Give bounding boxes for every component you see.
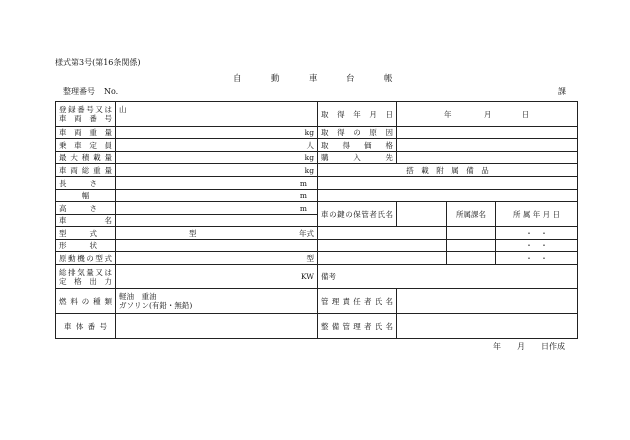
model-label: 型式	[56, 227, 116, 240]
row-capacity	[56, 139, 578, 152]
row-engine	[56, 252, 578, 265]
displacement-unit: KW	[116, 265, 318, 289]
length-label: 長さ	[56, 177, 116, 190]
manager-value	[397, 289, 578, 314]
department-3	[447, 252, 496, 265]
row-weight	[56, 127, 578, 139]
gross-weight-unit: kg	[116, 164, 318, 177]
width-label: 幅	[56, 190, 116, 202]
chassis-number-value	[116, 314, 318, 339]
car-name-value	[116, 215, 318, 227]
row-registration	[56, 102, 578, 127]
max-load-unit: kg	[116, 152, 318, 164]
row-gross-weight	[56, 164, 578, 177]
assignment-date-3: ・ ・	[496, 252, 578, 265]
equipment-header: 搭 載 附 属 備 品	[318, 164, 578, 177]
fuel-type-value	[116, 289, 318, 314]
vehicle-ledger-table	[55, 101, 578, 339]
acquisition-day: 日	[521, 109, 530, 119]
title-char-2: 動	[271, 74, 280, 84]
row-height	[56, 202, 578, 215]
row-width	[56, 190, 578, 202]
row-length	[56, 177, 578, 190]
length-unit: m	[116, 177, 318, 190]
key-keeper-name-1	[318, 227, 447, 240]
assignment-date-1: ・ ・	[496, 227, 578, 240]
equipment-line-1	[318, 177, 578, 190]
max-load-label: 最大積載量	[56, 152, 116, 164]
section-label: 課	[558, 87, 566, 96]
displacement-label-line-1: 総排気量又は	[59, 267, 112, 277]
passenger-capacity-label: 乗車定員	[56, 139, 116, 152]
equipment-line-2	[318, 190, 578, 202]
acquisition-price-label: 取得価格	[318, 139, 397, 152]
title-char-1: 自	[233, 74, 242, 84]
chassis-number-label: 車体番号	[56, 314, 116, 339]
fuel-line-2: ガソリン(有鉛・無鉛)	[119, 301, 193, 310]
vehicle-weight-label: 車両重量	[56, 127, 116, 139]
form-number: 様式第3号(第16条関係)	[55, 58, 141, 67]
height-label: 高さ	[56, 202, 116, 215]
shape-label: 形状	[56, 240, 116, 252]
management-number-label: 整理番号	[63, 87, 95, 96]
acquisition-reason-label: 取得の原因	[318, 127, 397, 139]
acquisition-reason-value	[397, 127, 578, 139]
registration-label-line-1: 登録番号又は	[59, 105, 112, 114]
assignment-date-label: 所 属 年 月 日	[496, 202, 578, 227]
acquisition-year: 年	[444, 109, 452, 119]
gross-weight-label: 車両総重量	[56, 164, 116, 177]
key-keeper-label: 車の鍵の保管者氏名	[318, 202, 397, 227]
acquisition-month: 月	[483, 109, 492, 119]
row-shape	[56, 240, 578, 252]
registration-label-line-2: 車 両 番 号	[59, 114, 112, 123]
row-displacement	[56, 265, 578, 289]
fuel-line-1: 軽油 重油	[119, 292, 157, 301]
model-mid-unit: 型	[116, 227, 200, 240]
fuel-type-label: 燃料の種類	[56, 289, 116, 314]
title-char-5: 帳	[384, 74, 393, 84]
acquisition-date-label: 取得年月日	[318, 102, 397, 127]
vehicle-weight-unit: kg	[116, 127, 318, 139]
maintenance-manager-value	[397, 314, 578, 339]
management-number-no: No.	[104, 87, 119, 96]
displacement-label-cell	[56, 265, 116, 289]
row-chassis	[56, 314, 578, 339]
height-unit: m	[116, 202, 318, 215]
model-year-label: 年式	[200, 227, 318, 240]
row-fuel	[56, 289, 578, 314]
key-keeper-spacer	[397, 202, 447, 227]
key-keeper-name-3	[318, 252, 447, 265]
width-unit: m	[116, 190, 318, 202]
department-label: 所属課名	[447, 202, 496, 227]
car-name-label: 車名	[56, 215, 116, 227]
acquisition-price-value	[397, 139, 578, 152]
purchase-from-value	[397, 152, 578, 164]
title-char-4: 台	[346, 74, 355, 84]
manager-label: 管理責任者氏名	[318, 289, 397, 314]
key-keeper-name-2	[318, 240, 447, 252]
registration-label-cell	[56, 102, 116, 127]
created-date: 年 月 日作成	[493, 342, 565, 351]
row-max-load	[56, 152, 578, 164]
department-2	[447, 240, 496, 252]
remarks-label: 備考	[321, 272, 337, 281]
department-1	[447, 227, 496, 240]
purchase-from-label: 購入先	[318, 152, 397, 164]
engine-model-label: 原動機の型式	[56, 252, 116, 265]
row-model	[56, 227, 578, 240]
passenger-capacity-unit: 人	[116, 139, 318, 152]
remarks-cell	[318, 265, 578, 289]
maintenance-manager-label: 整備管理者氏名	[318, 314, 397, 339]
displacement-label-line-2: 定 格 出 力	[59, 276, 112, 286]
acquisition-date-value	[397, 102, 578, 127]
assignment-date-2: ・ ・	[496, 240, 578, 252]
engine-model-unit: 型	[116, 252, 318, 265]
shape-value	[116, 240, 318, 252]
registration-value: 山	[116, 102, 318, 127]
title-char-3: 車	[309, 74, 318, 84]
